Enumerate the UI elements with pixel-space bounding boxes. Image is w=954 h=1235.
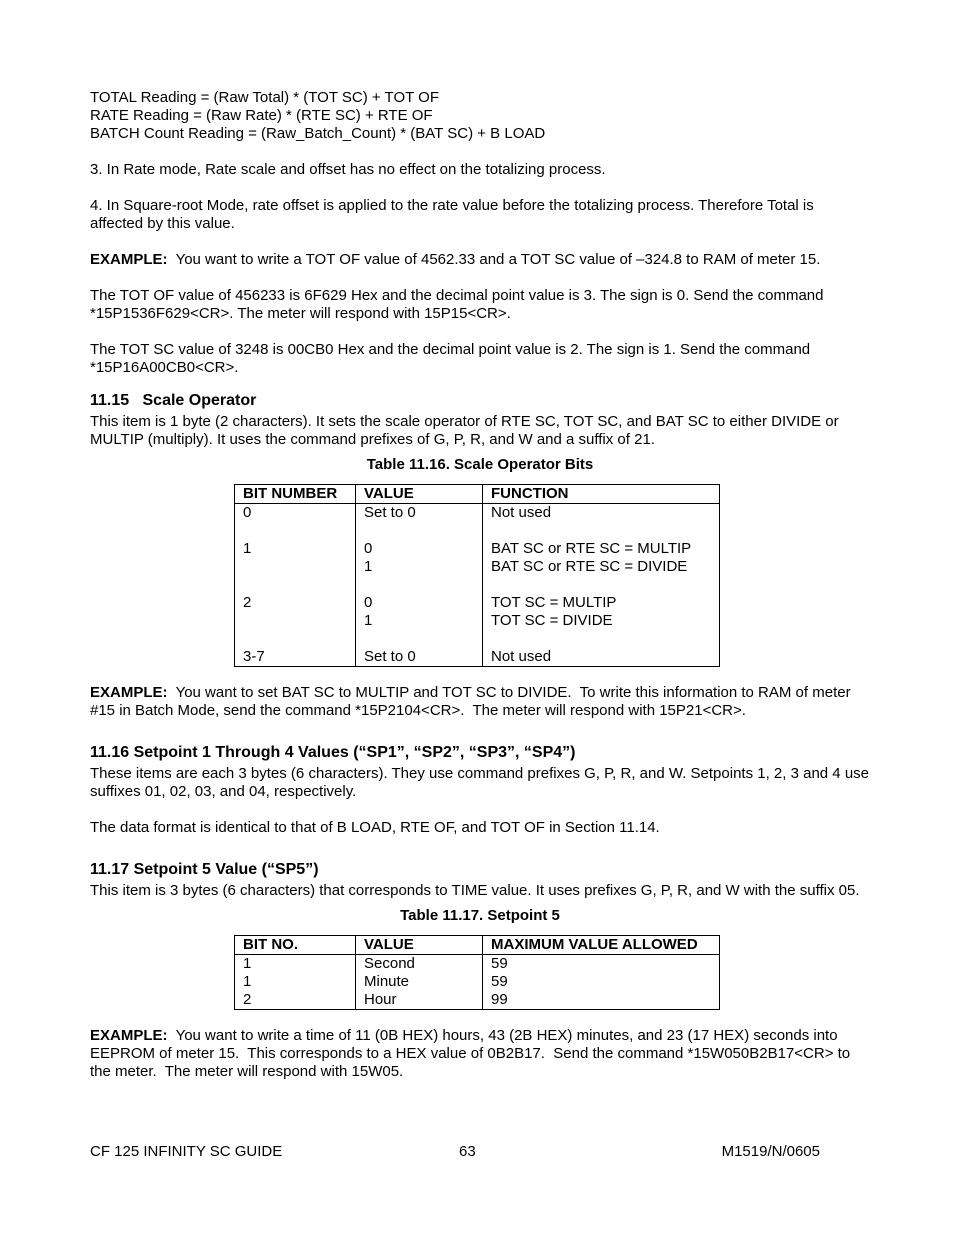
table-cell: TOT SC = DIVIDE (483, 612, 720, 630)
table-cell: 99 (483, 991, 720, 1010)
table-cell: 0 (356, 594, 483, 612)
formula-rate: RATE Reading = (Raw Rate) * (RTE SC) + RTE OF (90, 107, 433, 124)
document-page (90, 89, 870, 1081)
column-header: VALUE (356, 936, 483, 955)
table-cell: 1 (235, 955, 356, 974)
section-11-16-body-2: The data format is identical to that of B LOAD, RTE OF, and TOT OF in Section 11.14. (90, 819, 660, 836)
table-cell: 1 (356, 558, 483, 576)
formula-batch: BATCH Count Reading = (Raw_Batch_Count) * (BAT SC) + B LOAD (90, 125, 546, 142)
table-cell (356, 522, 483, 540)
example-label: EXAMPLE: (90, 1027, 168, 1044)
setpoint-5-table (234, 935, 720, 1010)
example-text: You want to write a time of 11 (0B HEX) hours, 43 (2B HEX) minutes, and 23 (17 HEX) seconds into EEPROM of meter 15. This corresponds to a HEX value of 0B2B17. Send the command *15W050B2B17<CR> to the meter. The meter will respond with 15W05. (90, 1027, 855, 1080)
scale-operator-table (234, 484, 720, 667)
example-scale-operator (90, 684, 870, 720)
table-caption-11-16: Table 11.16. Scale Operator Bits (366, 456, 594, 473)
table-row (235, 648, 720, 667)
table-cell: Set to 0 (356, 648, 483, 667)
table-cell: Not used (483, 648, 720, 667)
section-heading-11-16: 11.16 Setpoint 1 Through 4 Values (“SP1”, “SP2”, “SP3”, “SP4”) (90, 744, 576, 761)
table-cell: BAT SC or RTE SC = DIVIDE (483, 558, 720, 576)
table-cell (235, 630, 356, 648)
table-cell: BAT SC or RTE SC = MULTIP (483, 540, 720, 558)
example-setpoint-5 (90, 1027, 870, 1081)
table-row (235, 540, 720, 558)
note-3: 3. In Rate mode, Rate scale and offset has no effect on the totalizing process. (90, 161, 606, 178)
table-row (235, 594, 720, 612)
page-number: 63 (459, 1143, 476, 1160)
table-cell (235, 522, 356, 540)
table-header-row (235, 485, 720, 504)
table-row (235, 558, 720, 576)
table-cell: Not used (483, 504, 720, 523)
section-11-17-body: This item is 3 bytes (6 characters) that corresponds to TIME value. It uses prefixes G, P, R, and W with the suffix 05. (90, 882, 860, 899)
table-cell: TOT SC = MULTIP (483, 594, 720, 612)
paragraph-tot-of: The TOT OF value of 456233 is 6F629 Hex and the decimal point value is 3. The sign is 0. Send the command *15P1536F629<CR>. The meter will respond with 15P15<CR>. (90, 287, 824, 322)
table-cell: 0 (356, 540, 483, 558)
table-cell (483, 576, 720, 594)
section-heading-11-15: 11.15 Scale Operator (90, 392, 257, 409)
document-code: M1519/N/0605 (721, 1143, 820, 1160)
table-cell: 59 (483, 955, 720, 974)
column-header: BIT NO. (235, 936, 356, 955)
table-cell: Minute (356, 973, 483, 991)
table-cell (483, 522, 720, 540)
example-1 (90, 251, 870, 269)
table-row (235, 991, 720, 1010)
example-label: EXAMPLE: (90, 251, 168, 268)
note-4: 4. In Square-root Mode, rate offset is applied to the rate value before the totalizing process. Therefore Total is affected by this value. (90, 197, 814, 232)
table-caption-11-17: Table 11.17. Setpoint 5 (400, 907, 560, 924)
table-header-row (235, 936, 720, 955)
table-row (235, 612, 720, 630)
table-row (235, 630, 720, 648)
table-cell (356, 630, 483, 648)
table-cell: 0 (235, 504, 356, 523)
section-11-15-body: This item is 1 byte (2 characters). It sets the scale operator of RTE SC, TOT SC, and BAT SC to either DIVIDE or MULTIP (multiply). It uses the command prefixes of G, P, R, and W and a suffix of 21. (90, 413, 839, 448)
page-footer (90, 1143, 820, 1161)
table-cell: 2 (235, 991, 356, 1010)
table-cell: 1 (356, 612, 483, 630)
table-row (235, 522, 720, 540)
table-cell: Hour (356, 991, 483, 1010)
table-cell (235, 558, 356, 576)
column-header: MAXIMUM VALUE ALLOWED (483, 936, 720, 955)
table-cell: Set to 0 (356, 504, 483, 523)
table-cell: 3-7 (235, 648, 356, 667)
table-row (235, 955, 720, 974)
table-row (235, 576, 720, 594)
table-cell (356, 576, 483, 594)
footer-guide-title: CF 125 INFINITY SC GUIDE (90, 1143, 283, 1160)
paragraph-tot-sc: The TOT SC value of 3248 is 00CB0 Hex and the decimal point value is 2. The sign is 1. Send the command *15P16A00CB0<CR>. (90, 341, 811, 376)
table-cell (235, 576, 356, 594)
table-cell: 59 (483, 973, 720, 991)
table-cell: 1 (235, 973, 356, 991)
example-text: You want to set BAT SC to MULTIP and TOT SC to DIVIDE. To write this information to RAM of meter #15 in Batch Mode, send the command *15P2104<CR>. The meter will respond with 15P21<CR>. (90, 684, 855, 719)
column-header: FUNCTION (483, 485, 720, 504)
table-cell: 2 (235, 594, 356, 612)
table-cell (235, 612, 356, 630)
table-row (235, 973, 720, 991)
table-cell: 1 (235, 540, 356, 558)
example-text: You want to write a TOT OF value of 4562.33 and a TOT SC value of –324.8 to RAM of meter 15. (167, 251, 821, 268)
section-11-16-body: These items are each 3 bytes (6 characters). They use command prefixes G, P, R, and W. Setpoints 1, 2, 3 and 4 use suffixes 01, 02, 03, and 04, respectively. (90, 765, 870, 800)
table-cell (483, 630, 720, 648)
section-heading-11-17: 11.17 Setpoint 5 Value (“SP5”) (90, 861, 319, 878)
table-cell: Second (356, 955, 483, 974)
column-header: BIT NUMBER (235, 485, 356, 504)
example-label: EXAMPLE: (90, 684, 168, 701)
table-row (235, 504, 720, 523)
column-header: VALUE (356, 485, 483, 504)
formula-total: TOTAL Reading = (Raw Total) * (TOT SC) + TOT OF (90, 89, 440, 106)
